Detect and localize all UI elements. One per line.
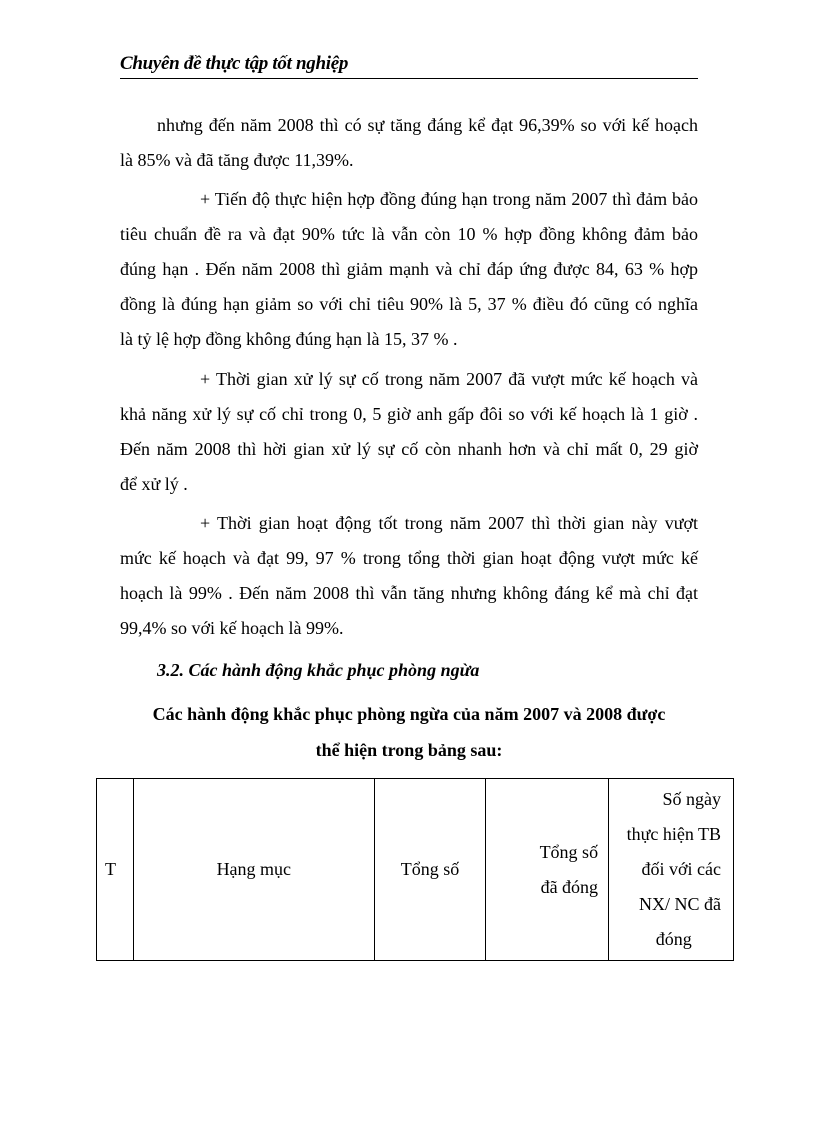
header-cell-total [374,779,485,961]
paragraph-2 [120,182,698,357]
header-cell-item [133,779,374,961]
header-cell-closed [486,779,609,961]
paragraph-line: đồng là đúng hạn giảm so với chỉ tiêu 90% là 5, 37 % điều đó cũng có nghĩa [120,294,698,314]
header-days-line: đóng [655,929,692,949]
paragraph-4 [120,506,698,646]
paragraph-line: để xử lý . [120,474,188,494]
table-caption-line-1: Các hành động khắc phục phòng ngừa của năm 2007 và 2008 được [152,704,666,724]
paragraph-line: + Tiến độ thực hiện hợp đồng đúng hạn trong năm 2007 thì đảm bảo [200,189,698,209]
paragraph-line: Đến năm 2008 thì hời gian xử lý sự cố còn nhanh hơn và chỉ mất 0, 29 giờ [120,439,698,459]
paragraph-line: mức kế hoạch và đạt 99, 97 % trong tổng thời gian hoạt động vượt mức kế [120,548,698,568]
paragraph-line: đúng hạn . Đến năm 2008 thì giảm mạnh và chỉ đáp ứng được 84, 63 % hợp [120,259,698,279]
header-stt-label: T [105,859,116,879]
paragraph-line: + Thời gian xử lý sự cố trong năm 2007 đã vượt mức kế hoạch và [200,369,698,389]
header-cell-days [609,779,734,961]
paragraph-line: hoạch là 99% . Đến năm 2008 thì vẫn tăng nhưng không đáng kể mà chỉ đạt [120,583,698,603]
header-days-line: đối với các [641,859,721,879]
header-cell-stt [97,779,134,961]
paragraph-3 [120,362,698,502]
table-header-row [97,779,734,961]
paragraph-line: + Thời gian hoạt động tốt trong năm 2007 thì thời gian này vượt [200,513,698,533]
header-closed-line: đã đóng [540,876,599,897]
paragraph-line: 99,4% so với kế hoạch là 99%. [120,618,344,638]
header-item-label: Hạng mục [216,859,292,879]
page-header [120,50,698,79]
header-title: Chuyên đề thực tập tốt nghiệp [120,53,349,74]
paragraph-line: là 85% và đã tăng được 11,39%. [120,150,354,170]
paragraph-line: khả năng xử lý sự cố chỉ trong 0, 5 giờ anh gấp đôi so với kế hoạch là 1 giờ . [120,404,698,424]
header-days-line: NX/ NC đã [639,894,721,914]
header-closed-line: Tổng số [539,841,599,862]
paragraph-line: nhưng đến năm 2008 thì có sự tăng đáng kể đạt 96,39% so với kế hoạch [157,115,698,135]
header-days-line: thực hiện TB [626,824,721,844]
paragraph-line: tiêu chuẩn đề ra và đạt 90% tức là vẫn còn 10 % hợp đồng không đảm bảo [120,224,698,244]
actions-table [96,778,734,961]
paragraph-line: là tỷ lệ hợp đồng không đúng hạn là 15, 37 % . [120,329,458,349]
section-heading: 3.2. Các hành động khắc phục phòng ngừa [157,660,480,680]
header-total-label: Tổng số [400,859,460,879]
paragraph-1 [120,108,698,178]
table-caption-line-2: thể hiện trong bảng sau: [315,740,503,760]
header-days-line: Số ngày [662,789,721,809]
